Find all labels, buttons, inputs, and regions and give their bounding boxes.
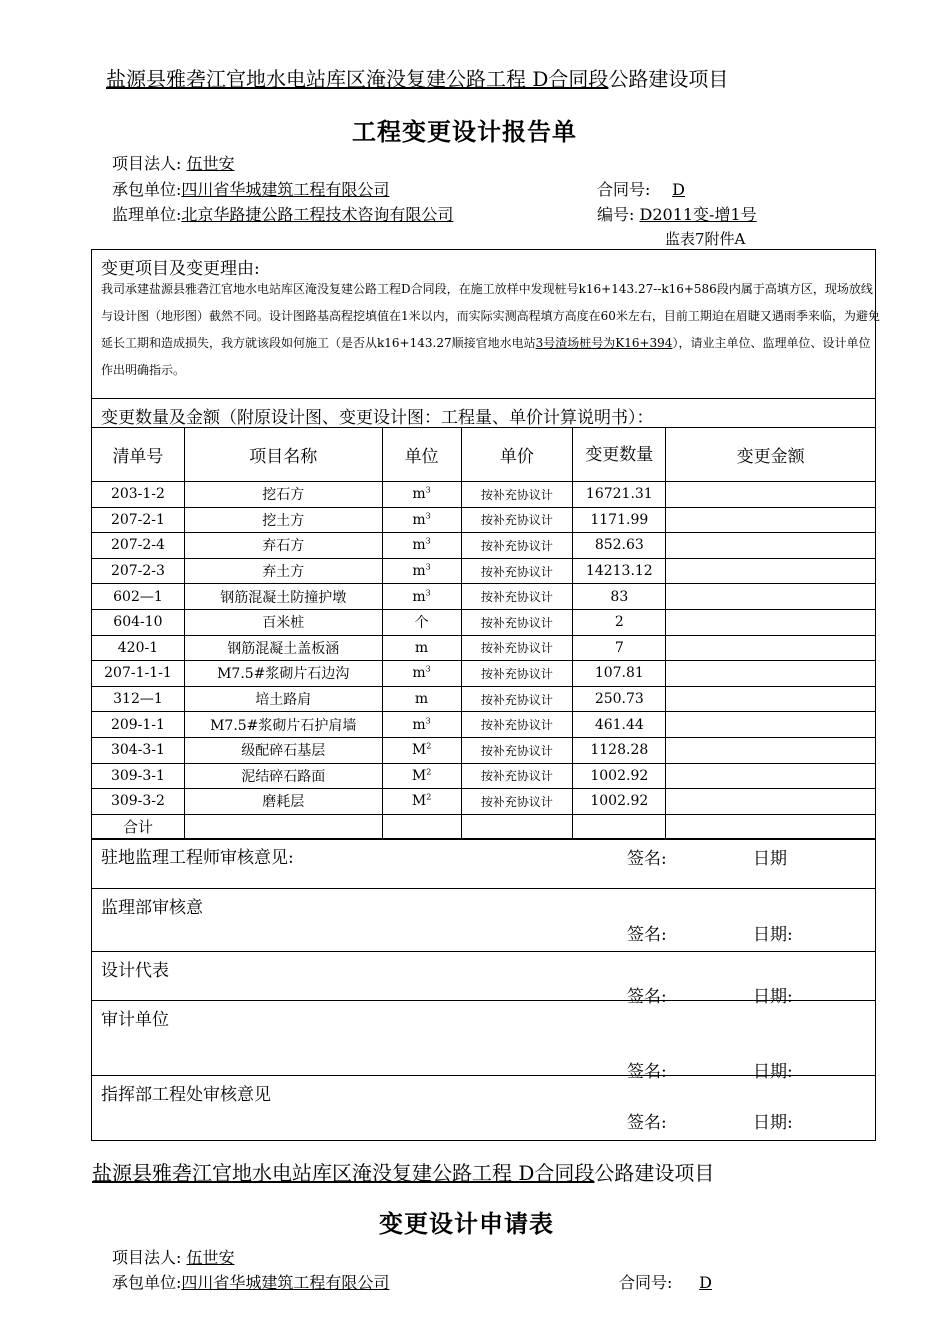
project-header-2: [92, 1157, 714, 1186]
table-row: [92, 763, 876, 789]
serial-row: [597, 202, 757, 225]
table-row: [92, 533, 876, 559]
project-header: [106, 63, 728, 92]
total-label: 合计: [92, 814, 185, 839]
row-amount: [666, 507, 876, 533]
page-title-2: 变更设计申请表: [379, 1209, 554, 1238]
signature-label: 签名:: [627, 1113, 667, 1133]
contractor-row: [112, 177, 389, 200]
row-qty: 107.81: [573, 661, 666, 687]
section-label: 指挥部工程处审核意见: [101, 1085, 271, 1105]
row-code: 304-3-1: [92, 737, 185, 763]
row-amount: [666, 661, 876, 687]
row-price: 按补充协议计: [461, 635, 573, 661]
row-code: 207-2-4: [92, 533, 185, 559]
row-amount: [666, 609, 876, 635]
row-unit: $m^3$: [382, 558, 461, 584]
table-row: [92, 558, 876, 584]
contractor-label-2: 承包单位:: [112, 1273, 182, 1292]
col-header-price: 单价: [461, 428, 573, 482]
table-row: [92, 635, 876, 661]
row-qty: 1171.99: [573, 507, 666, 533]
row-price: 按补充协议计: [461, 661, 573, 687]
section-divider: [91, 888, 876, 889]
row-unit: $m^3$: [382, 507, 461, 533]
row-unit: $m^3$: [382, 533, 461, 559]
row-unit: $m^3$: [382, 661, 461, 687]
section-divider: [91, 951, 876, 952]
row-unit: 个: [382, 609, 461, 635]
table-row: [92, 789, 876, 815]
row-qty: 14213.12: [573, 558, 666, 584]
row-amount: [666, 712, 876, 738]
col-header-code: 清单号: [92, 428, 185, 482]
row-unit: $M^2$: [382, 763, 461, 789]
table-row: [92, 584, 876, 610]
row-name: 级配碎石基层: [184, 737, 382, 763]
project-header-underlined: 盐源县雅砻江官地水电站库区淹没复建公路工程 D合同段: [106, 67, 609, 91]
row-name: 挖土方: [184, 507, 382, 533]
row-amount: [666, 789, 876, 815]
row-price: 按补充协议计: [461, 686, 573, 712]
row-code: 207-1-1-1: [92, 661, 185, 687]
row-name: 培土路肩: [184, 686, 382, 712]
contract-no-label-2: 合同号:: [619, 1273, 673, 1292]
contract-no-label: 合同号:: [597, 180, 651, 199]
date-label: 日期:: [753, 987, 793, 1007]
section-label: 监理部审核意: [101, 898, 203, 918]
section-label: 审计单位: [101, 1010, 169, 1030]
row-amount: [666, 737, 876, 763]
section-divider: [91, 1075, 876, 1076]
row-code: 604-10: [92, 609, 185, 635]
row-unit: m: [382, 635, 461, 661]
row-name: 泥结碎石路面: [184, 763, 382, 789]
row-qty: 1002.92: [573, 789, 666, 815]
quantity-table: [91, 427, 876, 840]
signature-label: 签名:: [627, 849, 667, 869]
row-price: 按补充协议计: [461, 763, 573, 789]
row-qty: 2: [573, 609, 666, 635]
row-name: 磨耗层: [184, 789, 382, 815]
row-qty: 16721.31: [573, 482, 666, 508]
project-header-rest: 公路建设项目: [608, 67, 729, 91]
row-code: 309-3-1: [92, 763, 185, 789]
row-price: 按补充协议计: [461, 789, 573, 815]
row-qty: 852.63: [573, 533, 666, 559]
row-amount: [666, 584, 876, 610]
legal-person-label: 项目法人:: [112, 154, 182, 173]
row-code: 312—1: [92, 686, 185, 712]
contract-no-value: D: [672, 180, 685, 199]
contract-no-row: [597, 177, 702, 200]
row-name: M7.5#浆砌片石护肩墙: [184, 712, 382, 738]
row-unit: $M^2$: [382, 789, 461, 815]
reason-title: 变更项目及变更理由:: [101, 259, 260, 279]
signature-label: 签名:: [627, 925, 667, 945]
col-header-qty: 变更数量: [573, 428, 666, 482]
row-unit: $M^2$: [382, 737, 461, 763]
row-unit: $m^3$: [382, 712, 461, 738]
row-price: 按补充协议计: [461, 533, 573, 559]
row-amount: [666, 558, 876, 584]
serial-label: 编号:: [597, 205, 635, 224]
row-name: 钢筋混凝土防撞护墩: [184, 584, 382, 610]
row-amount: [666, 763, 876, 789]
row-amount: [666, 635, 876, 661]
date-label: 日期:: [753, 925, 793, 945]
row-code: 207-2-1: [92, 507, 185, 533]
date-label: 日期: [753, 849, 787, 869]
row-price: 按补充协议计: [461, 737, 573, 763]
serial-value: D2011变-增1号: [639, 205, 757, 224]
row-price: 按补充协议计: [461, 558, 573, 584]
legal-person-row: [112, 151, 235, 174]
row-name: M7.5#浆砌片石边沟: [184, 661, 382, 687]
supervisor-label: 监理单位:: [112, 205, 182, 224]
row-code: 602—1: [92, 584, 185, 610]
col-header-name: 项目名称: [184, 428, 382, 482]
contract-no-row-2: [619, 1270, 734, 1293]
project-header-2-underlined: 盐源县雅砻江官地水电站库区淹没复建公路工程 D合同段: [92, 1161, 595, 1185]
contractor-value: 四川省华城建筑工程有限公司: [181, 180, 390, 199]
table-header-row: [92, 428, 876, 482]
table-row: [92, 712, 876, 738]
row-code: 203-1-2: [92, 482, 185, 508]
contractor-value-2: 四川省华城建筑工程有限公司: [181, 1273, 390, 1292]
row-amount: [666, 686, 876, 712]
table-row: [92, 482, 876, 508]
supervisor-row: [112, 202, 453, 225]
table-row: [92, 609, 876, 635]
contract-no-value-2: D: [699, 1273, 712, 1292]
col-header-unit: 单位: [382, 428, 461, 482]
reason-text: 我司承建盐源县雅砻江官地水电站库区淹没复建公路工程D合同段，在施工放样中发现桩号k16+143.27--k16+586段内属于高填方区，现场放线与设计图（地形图）截然不同。设计图路基高程挖填值在1米以内，而实际实测高程填方高度在60米左右，目前工期迫在眉睫又遇雨季来临，为避免延长工期和造成损失，我方就该段如何施工（是否从k16+143.27顺接官地水电站3号渣场桩号为K16+394），请业主单位、监理单位、设计单位作出明确指示。: [101, 282, 880, 377]
signature-label: 签名:: [627, 987, 667, 1007]
table-row: [92, 661, 876, 687]
signature-label: 签名:: [627, 1062, 667, 1082]
section-divider: [91, 1000, 876, 1001]
row-qty: 250.73: [573, 686, 666, 712]
contractor-label: 承包单位:: [112, 180, 182, 199]
row-unit: $m^3$: [382, 584, 461, 610]
row-code: 207-2-3: [92, 558, 185, 584]
row-qty: 83: [573, 584, 666, 610]
table-row: [92, 507, 876, 533]
section-label: 设计代表: [101, 961, 169, 981]
quantity-title: 变更数量及金额（附原设计图、变更设计图：工程量、单价计算说明书）：: [101, 408, 654, 428]
col-header-amount: 变更金额: [666, 428, 876, 482]
legal-person-row-2: [112, 1245, 235, 1268]
legal-person-value: 伍世安: [186, 154, 235, 173]
project-header-2-rest: 公路建设项目: [594, 1161, 715, 1185]
row-unit: m: [382, 686, 461, 712]
row-price: 按补充协议计: [461, 609, 573, 635]
row-price: 按补充协议计: [461, 507, 573, 533]
supervisor-value: 北京华路捷公路工程技术咨询有限公司: [181, 205, 454, 224]
row-name: 钢筋混凝土盖板涵: [184, 635, 382, 661]
row-qty: 1128.28: [573, 737, 666, 763]
row-name: 挖石方: [184, 482, 382, 508]
row-qty: 1002.92: [573, 763, 666, 789]
row-qty: 461.44: [573, 712, 666, 738]
contractor-row-2: [112, 1270, 389, 1293]
row-name: 弃土方: [184, 558, 382, 584]
row-name: 百米桩: [184, 609, 382, 635]
legal-person-value-2: 伍世安: [186, 1248, 235, 1267]
total-row: [92, 814, 876, 839]
date-label: 日期:: [753, 1113, 793, 1133]
row-code: 420-1: [92, 635, 185, 661]
form-ref: 监表7附件A: [665, 230, 746, 248]
row-unit: $m^3$: [382, 482, 461, 508]
row-price: 按补充协议计: [461, 584, 573, 610]
row-code: 309-3-2: [92, 789, 185, 815]
page-title: 工程变更设计报告单: [352, 117, 577, 146]
section-label: 驻地监理工程师审核意见:: [101, 848, 294, 868]
row-name: 弃石方: [184, 533, 382, 559]
row-code: 209-1-1: [92, 712, 185, 738]
row-price: 按补充协议计: [461, 482, 573, 508]
row-price: 按补充协议计: [461, 712, 573, 738]
row-amount: [666, 533, 876, 559]
row-amount: [666, 482, 876, 508]
table-row: [92, 686, 876, 712]
row-qty: 7: [573, 635, 666, 661]
date-label: 日期:: [753, 1062, 793, 1082]
table-row: [92, 737, 876, 763]
legal-person-label-2: 项目法人:: [112, 1248, 182, 1267]
